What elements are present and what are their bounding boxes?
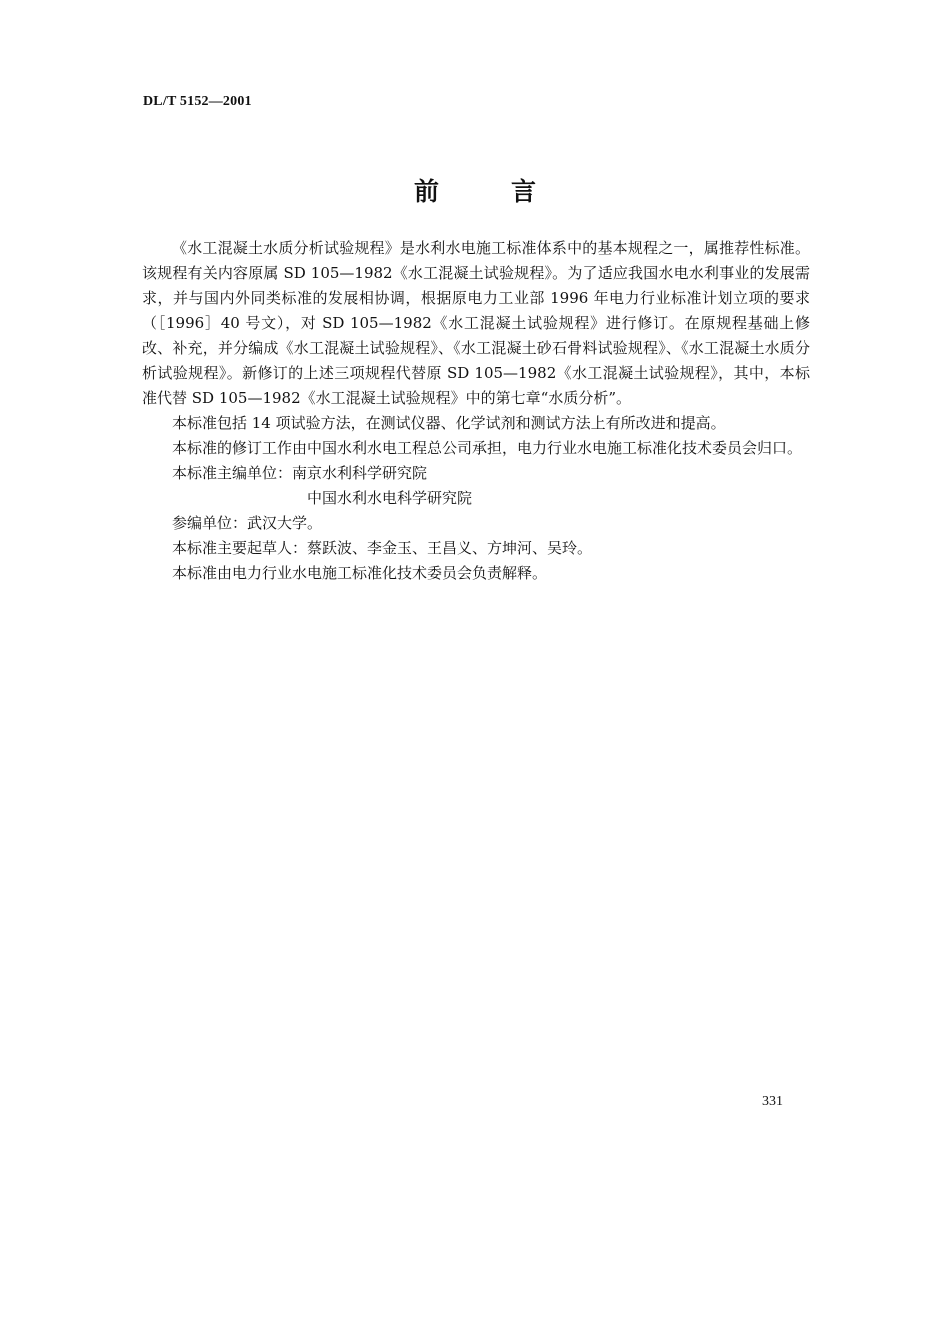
participant-units: 参编单位：武汉大学。 (172, 514, 323, 532)
title-char-2: 言 (511, 177, 537, 206)
editor-units-line (142, 461, 810, 486)
title-char-1: 前 (413, 177, 439, 206)
main-drafters: 本标准主要起草人：蔡跃波、李金玉、王昌义、方坤河、吴玲。 (172, 539, 593, 557)
preface-body (142, 236, 810, 586)
editor-unit-1: 南京水利科学研究院 (292, 464, 428, 482)
editor-label: 本标准主编单位： (172, 464, 293, 482)
paragraph-methods: 本标准包括 14 项试验方法，在测试仪器、化学试剂和测试方法上有所改进和提高。 (172, 414, 726, 432)
page-title (0, 172, 950, 208)
interpretation-statement: 本标准由电力行业水电施工标准化技术委员会负责解释。 (172, 564, 548, 582)
editor-unit-2: 中国水利水电科学研究院 (307, 489, 473, 507)
page-number: 331 (762, 1094, 783, 1109)
paragraph-background: 《水工混凝土水质分析试验规程》是水利水电施工标准体系中的基本规程之一，属推荐性标准。该规程有关内容原属 SD 105—1982《水工混凝土试验规程》。为了适应我国水电水利事业的发展需求，并与国内外同类标准的发展相协调，根据原电力工业部 1996 年电力行业标准计划立项的要求（［1996］40 号文），对 SD 105—1982《水工混凝土试验规程》进行修订。在原规程基础上修改、补充，并分编成《水工混凝土试验规程》、《水工混凝土砂石骨料试验规程》、《水工混凝土水质分析试验规程》。新修订的上述三项规程代替原 SD 105—1982《水工混凝土试验规程》，其中，本标准代替 SD 105—1982《水工混凝土试验规程》中的第七章“水质分析”。 (142, 239, 810, 407)
standard-code: DL/T 5152—2001 (143, 94, 252, 109)
paragraph-revision: 本标准的修订工作由中国水利水电工程总公司承担，电力行业水电施工标准化技术委员会归口。 (172, 439, 803, 457)
